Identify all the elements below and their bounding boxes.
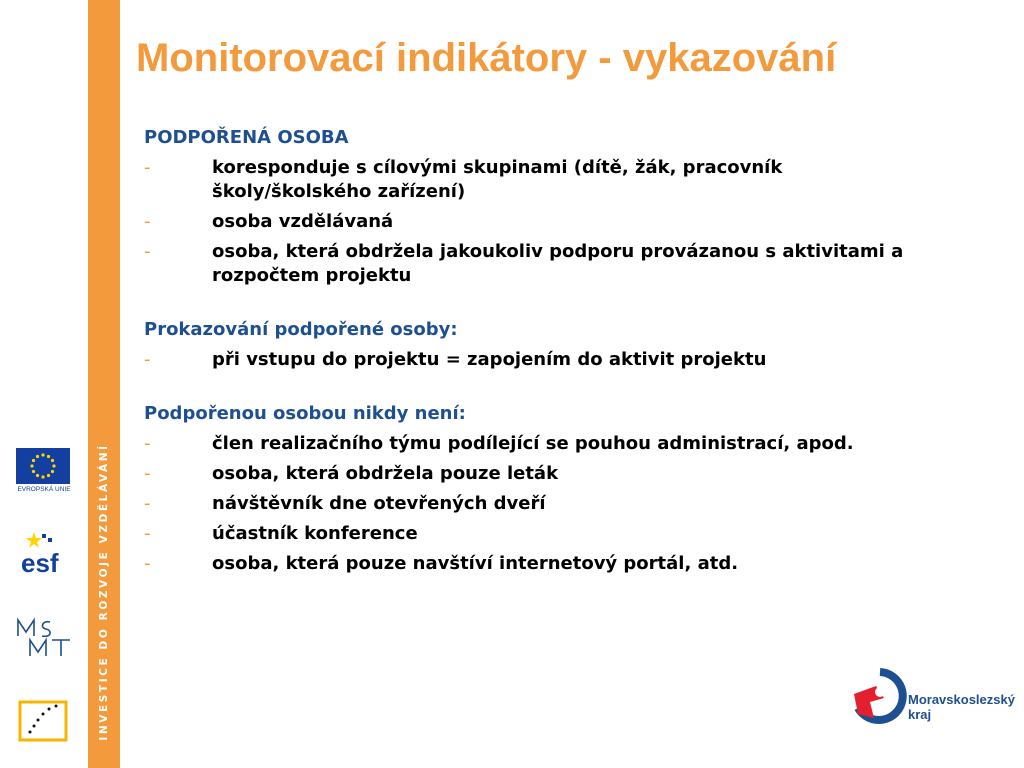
region-name-line2: kraj bbox=[908, 707, 932, 722]
section-heading: PODPOŘENÁ OSOBA bbox=[144, 127, 349, 148]
section-heading: Prokazování podpořené osoby: bbox=[144, 319, 458, 340]
section-podporena-osoba bbox=[144, 126, 934, 288]
list-item: - osoba vzdělávaná bbox=[144, 211, 394, 232]
esf-logo-icon bbox=[20, 530, 72, 576]
list-item: - osoba, která obdržela pouze leták bbox=[144, 463, 559, 484]
section-prokazovani bbox=[144, 318, 934, 372]
region-logo-text bbox=[908, 692, 1015, 722]
page-title: Monitorovací indikátory - vykazování bbox=[136, 36, 837, 80]
list-item: - návštěvník dne otevřených dveří bbox=[144, 493, 546, 514]
eu-flag-icon bbox=[16, 448, 70, 484]
msmt-logo-icon bbox=[16, 616, 76, 660]
list-item: - koresponduje s cílovými skupinami (dítě, žák, pracovník školy/školského zařízení) bbox=[144, 157, 783, 202]
slide-content bbox=[144, 126, 934, 576]
investice-logo-icon bbox=[16, 696, 72, 744]
sidebar-vertical-text: INVESTICE DO ROZVOJE VZDĚLÁVÁNÍ bbox=[98, 443, 110, 741]
list-item: - osoba, která obdržela jakoukoliv podporu provázanou s aktivitami a rozpočtem projektu bbox=[144, 241, 904, 286]
eu-caption: EVROPSKÁ UNIE bbox=[17, 486, 71, 493]
region-name-line1: Moravskoslezský bbox=[908, 692, 1015, 707]
section-heading: Podpořenou osobou nikdy není: bbox=[144, 403, 466, 424]
section-nikdy-neni bbox=[144, 402, 934, 576]
moravskoslezsky-logo-icon bbox=[850, 668, 910, 724]
list-item: - účastník konference bbox=[144, 523, 418, 544]
list-item: - při vstupu do projektu = zapojením do aktivit projektu bbox=[144, 349, 767, 370]
list-item: - osoba, která pouze navštíví internetový portál, atd. bbox=[144, 553, 739, 574]
list-item: - člen realizačního týmu podílející se pouhou administrací, apod. bbox=[144, 433, 854, 454]
svg-text:esf: esf bbox=[21, 548, 59, 576]
